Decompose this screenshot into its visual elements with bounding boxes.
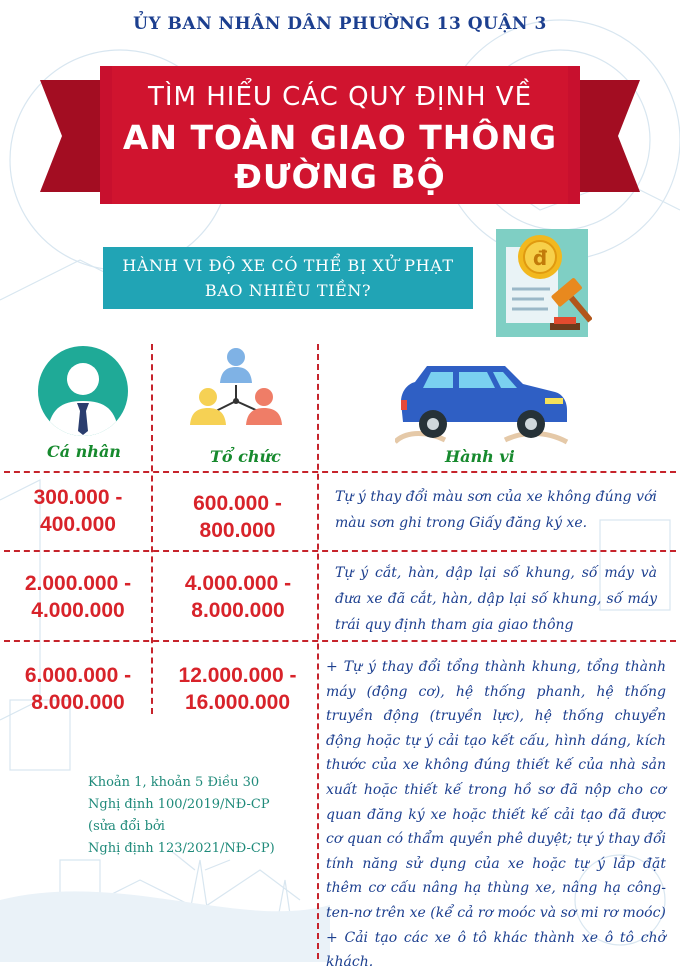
fine-organization-row2: 4.000.000 - 8.000.000 [184,572,292,622]
fine-organization-row1: 600.000 - 800.000 [193,492,282,542]
fine-organization-row3: 12.000.000 - 16.000.000 [178,664,297,714]
behavior-row3-text-1: + Tự ý thay đổi tổng thành khung, tổng thành máy (động cơ), hệ thống phanh, hệ thống truyền động (truyền lực), hệ thống chuyển động hoặc tự ý cải tạo kết cấu, hình dáng, kích thước của xe không đúng thiết kế của nhà sản xuất hoặc thiết kế trong hồ sơ đã nộp cho cơ quan đăng ký xe hoặc thiết kế cải tạo đã được cơ quan có thẩm quyền phê duyệt; tự ý thay đổi tính năng sử dụng của xe hoặc tự ý lắp đặt thêm cơ cấu nâng hạ thùng xe, nâng hạ công-ten-nơ trên xe (kể cả rơ moóc và sơ mi rơ moóc) [326,659,666,921]
fine-personal-row1: 300.000 - 400.000 [33,486,123,536]
column-header-organization: Tổ chức [210,447,281,466]
behavior-row3 [326,655,666,975]
legal-line4: Nghị định 123/2021/NĐ-CP) [88,841,275,856]
column-divider-2 [317,344,319,959]
behavior-row3-text-2: + Cải tạo các xe ô tô khác thành xe ô tô chở khách. [326,929,666,971]
behavior-row2 [335,560,657,638]
row-divider-2 [4,550,676,552]
banner-title-line1: AN TOÀN GIAO THÔNG [122,118,558,157]
question-line2: BAO NHIÊU TIỀN? [204,281,372,300]
legal-reference [88,772,303,860]
behavior-row1 [335,484,657,536]
behavior-row2-text: Tự ý cắt, hàn, dập lại số khung, số máy và đưa xe đã cắt, hàn, dập lại số khung, số máy trái quy định tham gia giao thông [335,565,657,633]
fine-personal-row3: 6.000.000 - 8.000.000 [24,664,132,714]
behavior-row1-text: Tự ý thay đổi màu sơn của xe không đúng với màu sơn ghi trong Giấy đăng ký xe. [335,489,657,531]
svg-text:đ: đ [532,246,548,270]
row-divider-1 [4,471,676,473]
banner-subtitle: TÌM HIỂU CÁC QUY ĐỊNH VỀ [147,82,533,112]
legal-line1: Khoản 1, khoản 5 Điều 30 [88,775,260,790]
car-icon [395,362,570,446]
column-divider-1 [151,344,153,714]
column-header-personal: Cá nhân [47,442,121,461]
coin-document-gavel-icon [492,227,592,340]
org-name: ỦY BAN NHÂN DÂN PHƯỜNG 13 QUẬN 3 [133,14,547,34]
legal-line3: (sửa đổi bởi [88,819,165,834]
fine-personal-row2: 2.000.000 - 4.000.000 [24,572,132,622]
question-box [103,247,473,309]
legal-line2: Nghị định 100/2019/NĐ-CP [88,797,270,812]
banner-title-line2: ĐƯỜNG BỘ [234,157,446,196]
column-header-behavior: Hành vi [445,447,515,466]
row-divider-3 [4,640,676,642]
person-icon [37,345,129,437]
question-line1: HÀNH VI ĐỘ XE CÓ THỂ BỊ XỬ PHẠT [122,256,454,275]
group-icon [186,347,286,429]
